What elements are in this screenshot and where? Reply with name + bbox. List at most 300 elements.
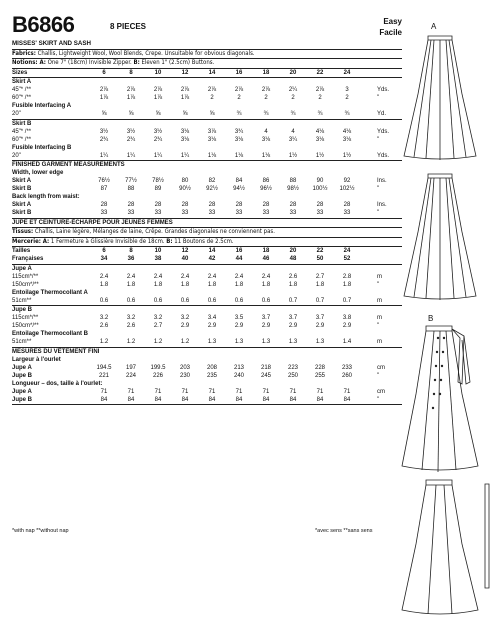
divider <box>12 404 402 405</box>
row-value: 1.8 <box>342 281 352 288</box>
row-value: 28 <box>343 202 351 208</box>
row-label: Jupe A <box>12 388 32 395</box>
fabrics-en <box>12 50 402 58</box>
row-value: 3.7 <box>288 315 298 321</box>
row-value: 71 <box>289 388 297 395</box>
yardage-row <box>12 120 402 128</box>
finished-heading-fr: MESURES DU VÊTEMENT FINI <box>12 348 100 355</box>
row-value: 2.7 <box>153 323 163 329</box>
tissus-fr-label: Tissus: <box>12 228 34 235</box>
difficulty-fr: Facile <box>379 28 402 37</box>
row-value: 14 <box>208 69 216 76</box>
row-value: 2.9 <box>288 323 298 329</box>
metrage-row <box>12 297 402 305</box>
row-value: 34 <box>100 256 108 262</box>
finished-row-fr <box>12 372 402 380</box>
row-value: 2.6 <box>126 323 136 329</box>
row-value: 84 <box>100 396 108 403</box>
footnote-en: *with nap **without nap <box>12 528 69 534</box>
row-value: 12 <box>181 248 189 254</box>
row-unit: m <box>377 297 382 304</box>
row-value: 1¼ <box>153 152 163 159</box>
row-unit: cm <box>377 388 385 395</box>
footnote-fr: *avec sens **sans sens <box>315 528 373 534</box>
row-value: 0.6 <box>234 297 244 304</box>
skirt-b-back-illustration <box>400 478 480 618</box>
row-value: 84 <box>181 396 189 403</box>
row-value: 18 <box>262 248 270 254</box>
row-value: 3.5 <box>234 315 244 321</box>
width-label-en: Width, lower edge <box>12 170 64 176</box>
row-value: 1.8 <box>180 281 190 288</box>
row-value: 71 <box>343 388 351 395</box>
row-value: 1.2 <box>126 339 136 345</box>
row-value: 1.2 <box>153 339 163 345</box>
row-label: 45"* /** <box>12 128 32 135</box>
row-label: 60"* /** <box>12 95 32 101</box>
fabrics-en-text: Challis, Lightweight Wool, Wool Blends, Crepe. Unsuitable for obvious diagonals. <box>35 49 255 57</box>
row-value: 2.7 <box>315 273 325 280</box>
row-value: 28 <box>100 202 108 208</box>
row-value: 8 <box>129 69 133 76</box>
notions-en <box>12 59 402 67</box>
row-value: 1⅞ <box>180 95 190 101</box>
row-value: 2 <box>237 95 241 101</box>
row-value: 28 <box>154 202 162 208</box>
row-label: 150cm*/** <box>12 281 39 288</box>
row-value: 223 <box>287 364 298 371</box>
row-value: 22 <box>316 248 324 254</box>
row-label: 20" <box>12 111 21 117</box>
row-value: 3⅛ <box>261 136 271 143</box>
metrage-row <box>12 281 402 289</box>
row-value: 33 <box>181 210 189 216</box>
row-value: 84 <box>316 396 324 403</box>
metrage-row <box>12 330 402 338</box>
notions-en-label: Notions: A: <box>12 59 46 66</box>
row-unit: " <box>377 396 380 403</box>
row-value: 71 <box>127 388 135 395</box>
row-label: Skirt A <box>12 202 32 208</box>
row-value: 218 <box>260 364 271 371</box>
row-value: 33 <box>316 210 324 216</box>
back-length-row-fr <box>12 396 402 404</box>
row-value: 1¼ <box>180 152 190 159</box>
row-value: 46 <box>262 256 270 262</box>
row-value: 3.2 <box>99 315 109 321</box>
row-value: 0.6 <box>99 297 109 304</box>
row-value: 2⅞ <box>207 87 217 93</box>
row-value: 3.2 <box>126 315 136 321</box>
row-value: 90 <box>316 178 324 184</box>
row-value: 12 <box>181 69 189 76</box>
row-label: 51cm** <box>12 339 32 345</box>
row-value: 88 <box>289 178 297 184</box>
row-value: 89 <box>154 186 162 192</box>
row-value: 78½ <box>152 178 164 184</box>
row-value: 1.8 <box>315 281 325 288</box>
row-label: 150cm*/** <box>12 323 39 329</box>
row-unit: " <box>377 136 380 143</box>
row-value: 2¾ <box>126 136 136 143</box>
row-unit: " <box>377 281 380 288</box>
row-value: 1.8 <box>234 281 244 288</box>
row-value: 1.8 <box>153 281 163 288</box>
back-length-row <box>12 201 402 209</box>
row-value: 71 <box>154 388 162 395</box>
row-value: 2.9 <box>180 323 190 329</box>
row-value: 84 <box>235 178 243 184</box>
row-value: 1.8 <box>288 281 298 288</box>
row-value: ¾ <box>236 111 242 117</box>
row-label: 45"* /** <box>12 87 32 93</box>
yardage-row <box>12 136 402 144</box>
row-value: 28 <box>208 202 216 208</box>
row-value: 2.4 <box>153 273 163 280</box>
row-value: 76½ <box>98 178 110 184</box>
row-value: 82 <box>208 178 216 184</box>
row-value: 80 <box>181 178 189 184</box>
difficulty-en: Easy <box>383 17 402 26</box>
row-value: 255 <box>314 372 325 379</box>
row-value: 1.3 <box>261 339 271 345</box>
row-label: Fusible Interfacing B <box>12 144 72 151</box>
row-value: 240 <box>233 372 244 379</box>
row-value: 33 <box>289 210 297 216</box>
row-label: Fusible Interfacing A <box>12 103 72 109</box>
row-value: 0.6 <box>126 297 136 304</box>
row-label: Entoilage Thermocollant A <box>12 289 88 296</box>
row-value: 4 <box>264 128 268 135</box>
row-value: 92½ <box>206 186 218 192</box>
back-length-label-fr: Longueur – dos, taille à l'ourlet: <box>12 380 103 387</box>
row-unit: Yds. <box>377 152 390 159</box>
row-value: 33 <box>127 210 135 216</box>
row-value: 24 <box>343 69 351 76</box>
row-value: 71 <box>208 388 216 395</box>
row-unit: m <box>377 339 382 345</box>
row-value: 28 <box>262 202 270 208</box>
row-value: 3.7 <box>261 315 271 321</box>
row-value: 221 <box>98 372 109 379</box>
width-label-fr: Largeur à l'ourlet <box>12 356 61 363</box>
row-value: 3½ <box>126 128 136 135</box>
row-value: 77½ <box>125 178 137 184</box>
row-value: 2.9 <box>207 323 217 329</box>
row-value: 84 <box>127 396 135 403</box>
row-value: 2.9 <box>234 323 244 329</box>
row-label: Skirt B <box>12 186 32 192</box>
row-label: Jupe B <box>12 307 33 313</box>
mercerie-fr-label-b: B: <box>166 237 173 245</box>
row-value: 1½ <box>315 152 325 159</box>
metrage-row <box>12 265 402 273</box>
row-value: 3.2 <box>153 315 163 321</box>
row-value: 3.4 <box>207 315 217 321</box>
row-label: Skirt B <box>12 120 32 127</box>
row-value: 42 <box>208 256 216 262</box>
skirt-a-back-illustration <box>400 172 480 302</box>
row-label: 60"* /** <box>12 136 32 143</box>
row-value: 2.4 <box>99 273 109 280</box>
row-value: 28 <box>316 202 324 208</box>
row-unit: " <box>377 186 380 192</box>
row-value: 1.3 <box>207 339 217 345</box>
row-value: 84 <box>208 396 216 403</box>
row-value: 2.4 <box>261 273 271 280</box>
row-value: 197 <box>125 364 136 371</box>
row-value: 0.7 <box>315 297 325 304</box>
row-value: 2.8 <box>342 273 352 280</box>
row-value: 102½ <box>339 186 355 192</box>
row-value: 50 <box>316 256 324 262</box>
row-value: 2.6 <box>288 273 298 280</box>
row-value: 1⅛ <box>261 152 271 159</box>
row-label: Entoilage Thermocollant B <box>12 331 89 337</box>
row-value: 8 <box>129 248 133 254</box>
row-value: 4 <box>291 128 295 135</box>
row-value: 1¼ <box>99 152 109 159</box>
row-label: Jupe A <box>12 364 32 371</box>
row-value: 84 <box>235 396 243 403</box>
sash-illustration <box>482 482 492 592</box>
row-unit: Yd. <box>377 111 387 117</box>
row-value: 1⅞ <box>153 95 163 101</box>
row-value: 4⅛ <box>342 128 352 135</box>
row-unit: Ins. <box>377 202 387 208</box>
row-value: 10 <box>154 248 162 254</box>
yardage-row <box>12 144 402 152</box>
row-value: 3.7 <box>315 315 325 321</box>
row-unit: " <box>377 210 380 216</box>
row-label: Jupe A <box>12 265 32 272</box>
row-value: 28 <box>127 202 135 208</box>
row-value: 233 <box>341 364 352 371</box>
row-label: Sizes <box>12 69 28 76</box>
row-value: 250 <box>287 372 298 379</box>
row-value: ⅝ <box>209 111 215 117</box>
tissus-fr-text: Challis, Laine légère, Mélanges de laine, Crêpe. Grandes diagonales ne conviennent pas. <box>33 228 275 235</box>
mercerie-fr-label: Mercerie: A: <box>12 237 50 245</box>
row-value: 86 <box>262 178 270 184</box>
row-value: 2⅞ <box>180 87 190 93</box>
row-value: 235 <box>206 372 217 379</box>
row-value: 260 <box>341 372 352 379</box>
row-value: 2 <box>318 95 322 101</box>
row-value: 226 <box>152 372 163 379</box>
row-value: 1½ <box>288 152 298 159</box>
row-value: 230 <box>179 372 190 379</box>
row-unit: Ins. <box>377 178 387 184</box>
row-value: 3⅛ <box>342 136 352 143</box>
francaises-row <box>12 255 402 263</box>
row-value: 52 <box>343 256 351 262</box>
row-value: ⅝ <box>155 111 161 117</box>
yardage-row <box>12 78 402 86</box>
row-value: 2⅞ <box>99 87 109 93</box>
row-value: 1⅞ <box>99 95 109 101</box>
row-label: Françaises <box>12 256 44 262</box>
piece-count: 8 PIECES <box>110 22 147 31</box>
row-value: 0.6 <box>180 297 190 304</box>
row-value: 0.6 <box>261 297 271 304</box>
row-value: 1.8 <box>207 281 217 288</box>
row-value: 1⅛ <box>207 152 217 159</box>
row-value: 90½ <box>179 186 191 192</box>
row-value: 2.4 <box>207 273 217 280</box>
row-value: 98½ <box>287 186 299 192</box>
row-value: 3½ <box>153 128 163 135</box>
row-value: 2⅞ <box>153 87 163 93</box>
row-value: 224 <box>125 372 136 379</box>
skirt-b-front-illustration <box>400 324 480 474</box>
finished-heading-en: FINISHED GARMENT MEASUREMENTS <box>12 162 125 168</box>
row-value: 2 <box>291 95 295 101</box>
row-value: 2.9 <box>342 323 352 329</box>
row-label: Jupe B <box>12 396 33 403</box>
row-value: 2⅞ <box>234 87 244 93</box>
finished-row <box>12 177 402 185</box>
row-value: 2 <box>264 95 268 101</box>
header <box>12 12 402 40</box>
row-unit: " <box>377 323 380 329</box>
row-value: 1½ <box>342 152 352 159</box>
row-value: 1⅞ <box>126 95 136 101</box>
row-value: 36 <box>127 256 135 262</box>
row-value: 2⅞ <box>261 87 271 93</box>
row-value: 2¾ <box>99 136 109 143</box>
mercerie-fr <box>12 238 402 246</box>
row-value: 71 <box>235 388 243 395</box>
back-length-row-fr <box>12 388 402 396</box>
row-value: 1.8 <box>261 281 271 288</box>
row-unit: m <box>377 273 382 280</box>
row-value: 38 <box>154 256 162 262</box>
row-value: 2.9 <box>315 323 325 329</box>
difficulty <box>379 16 402 38</box>
back-length-row <box>12 209 402 217</box>
row-value: 1¼ <box>126 152 136 159</box>
title-fr: JUPE ET CEINTURE-ÉCHARPE POUR JEUNES FEMMES <box>12 219 173 226</box>
row-value: 2⅞ <box>315 87 325 93</box>
row-value: 71 <box>316 388 324 395</box>
metrage-row <box>12 289 402 297</box>
row-label: Tailles <box>12 248 31 254</box>
row-value: 71 <box>262 388 270 395</box>
row-unit: " <box>377 95 380 101</box>
row-label: 51cm** <box>12 297 32 304</box>
row-value: 20 <box>289 69 297 76</box>
row-value: ⅝ <box>182 111 188 117</box>
row-value: 228 <box>314 364 325 371</box>
row-value: 6 <box>102 248 106 254</box>
notions-en-label-b: B: <box>133 59 140 66</box>
yardage-row <box>12 86 402 94</box>
view-a-label: A <box>431 22 437 31</box>
row-value: 3⅛ <box>180 136 190 143</box>
fabrics-en-label: Fabrics: <box>12 49 36 57</box>
row-value: 2.6 <box>99 323 109 329</box>
row-unit: m <box>377 315 382 321</box>
row-value: 0.7 <box>342 297 352 304</box>
row-value: 28 <box>181 202 189 208</box>
row-value: 4⅛ <box>315 128 325 135</box>
pattern-number: B6866 <box>12 12 75 37</box>
row-value: 16 <box>235 69 243 76</box>
row-value: 0.6 <box>207 297 217 304</box>
row-value: 14 <box>208 248 216 254</box>
row-value: 3⅛ <box>315 136 325 143</box>
row-value: 3¼ <box>288 136 298 143</box>
row-unit: cm <box>377 364 385 371</box>
row-value: 22 <box>316 69 324 76</box>
metrage-row <box>12 322 402 330</box>
row-value: 2¼ <box>288 87 298 93</box>
yardage-row <box>12 94 402 102</box>
row-value: 88 <box>127 186 135 192</box>
row-value: 40 <box>181 256 189 262</box>
metrage-row <box>12 273 402 281</box>
back-length-label-en: Back length from waist: <box>12 194 80 200</box>
tailles-row <box>12 247 402 255</box>
row-value: 84 <box>154 396 162 403</box>
row-value: 84 <box>262 396 270 403</box>
row-value: 3⅛ <box>180 128 190 135</box>
row-value: 20 <box>289 248 297 254</box>
row-label: Skirt A <box>12 178 32 184</box>
row-label: 115cm*/** <box>12 273 39 280</box>
row-value: 1.3 <box>288 339 298 345</box>
row-value: 44 <box>235 256 243 262</box>
yardage-row <box>12 110 402 118</box>
row-value: ¾ <box>263 111 269 117</box>
row-value: 84 <box>343 396 351 403</box>
mercerie-fr-text: 1 Fermeture à Glissière Invisible de 18cm. <box>49 237 167 245</box>
row-value: 2 <box>210 95 214 101</box>
row-value: 2.4 <box>234 273 244 280</box>
row-value: 245 <box>260 372 271 379</box>
row-value: 33 <box>154 210 162 216</box>
row-label: Skirt B <box>12 210 32 216</box>
metrage-row <box>12 314 402 322</box>
row-value: ¾ <box>290 111 296 117</box>
row-value: 208 <box>206 364 217 371</box>
row-value: 3½ <box>99 128 109 135</box>
row-value: 2.4 <box>126 273 136 280</box>
row-value: 71 <box>100 388 108 395</box>
row-value: 203 <box>179 364 190 371</box>
row-value: ¾ <box>317 111 323 117</box>
row-label: 20" <box>12 152 21 159</box>
row-value: 33 <box>208 210 216 216</box>
view-b-label: B <box>428 314 434 323</box>
row-value: 0.7 <box>288 297 298 304</box>
row-label: Jupe B <box>12 372 33 379</box>
row-value: 3⅞ <box>207 128 217 135</box>
metrage-row <box>12 338 402 346</box>
row-label: Skirt A <box>12 79 32 85</box>
row-value: 48 <box>289 256 297 262</box>
row-value: 1⅛ <box>234 152 244 159</box>
row-value: 3.8 <box>342 315 352 321</box>
row-value: 33 <box>100 210 108 216</box>
mercerie-fr-text-b: 11 Boutons de 2.5cm. <box>172 237 234 245</box>
row-label: 115cm*/** <box>12 315 39 321</box>
row-unit: " <box>377 372 380 379</box>
row-value: 1.3 <box>234 339 244 345</box>
row-value: 33 <box>235 210 243 216</box>
row-value: 3.2 <box>180 315 190 321</box>
